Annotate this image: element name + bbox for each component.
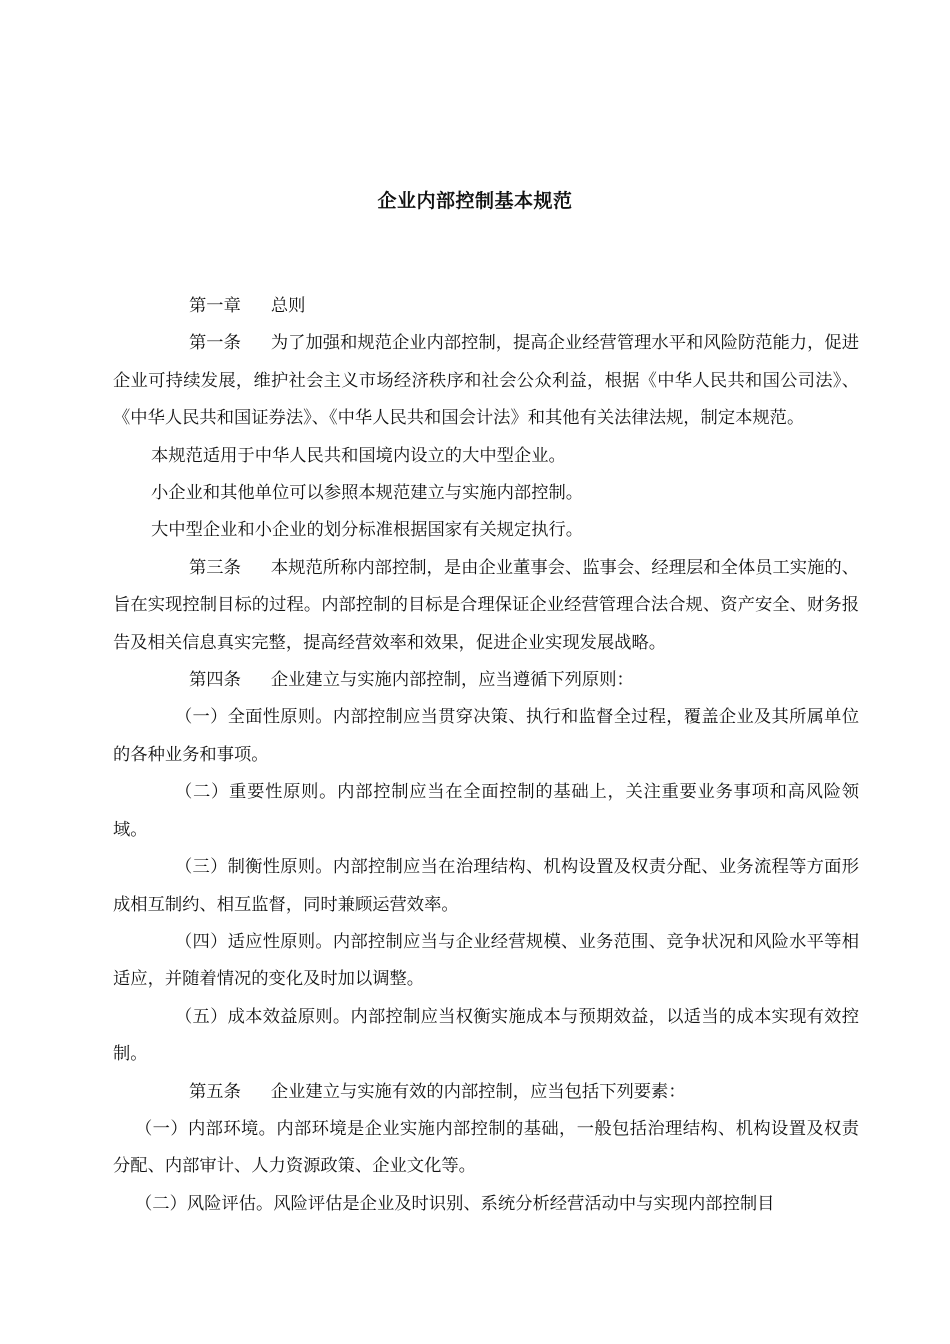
- principle-1: （一）全面性原则。内部控制应当贯穿决策、执行和监督全过程，覆盖企业及其所属单位的各种业务和事项。: [113, 707, 859, 765]
- article-1-text: 为了加强和规范企业内部控制，提高企业经营管理水平和风险防范能力，促进企业可持续发展，维护社会主义市场经济秩序和社会公众利益，根据《中华人民共和国公司法》、《中华人民共和国证券法》、《中华人民共和国会计法》和其他有关法律法规，制定本规范。: [113, 333, 859, 429]
- chapter-label: 第一章: [189, 296, 241, 316]
- element-1: （一）内部环境。内部环境是企业实施内部控制的基础，一般包括治理结构、机构设置及权责分配、内部审计、人力资源政策、企业文化等。: [113, 1118, 859, 1177]
- principle-3: （三）制衡性原则。内部控制应当在治理结构、机构设置及权责分配、业务流程等方面形成相互制约、相互监督，同时兼顾运营效率。: [113, 857, 859, 915]
- article-5-label: 第五条: [189, 1081, 241, 1102]
- chapter-heading: [113, 288, 859, 325]
- scope-paragraph-1: 本规范适用于中华人民共和国境内设立的大中型企业。: [151, 445, 566, 466]
- chapter-text: 总则: [270, 296, 306, 316]
- principle-5: （五）成本效益原则。内部控制应当权衡实施成本与预期效益，以适当的成本实现有效控制。: [113, 1006, 859, 1065]
- scope-paragraph-2: 小企业和其他单位可以参照本规范建立与实施内部控制。: [151, 483, 584, 504]
- article-1-label: 第一条: [189, 333, 241, 354]
- article-4-label: 第四条: [189, 670, 241, 691]
- element-2: （二）风险评估。风险评估是企业及时识别、系统分析经营活动中与实现内部控制目: [135, 1193, 775, 1214]
- article-3-text: 本规范所称内部控制，是由企业董事会、监事会、经理层和全体员工实施的、旨在实现控制目标的过程。内部控制的目标是合理保证企业经营管理合法合规、资产安全、财务报告及相关信息真实完整，提高经营效率和效果，促进企业实现发展战略。: [113, 557, 859, 653]
- article-3-label: 第三条: [189, 557, 241, 578]
- principle-4: （四）适应性原则。内部控制应当与企业经营规模、业务范围、竞争状况和风险水平等相适应，并随着情况的变化及时加以调整。: [113, 931, 859, 990]
- document-body: [113, 288, 859, 1223]
- article-5: [113, 1074, 859, 1111]
- article-5-text: 企业建立与实施有效的内部控制，应当包括下列要素：: [270, 1081, 686, 1102]
- article-3: [113, 550, 859, 662]
- article-1: [113, 325, 859, 437]
- document-title: 企业内部控制基本规范: [377, 190, 573, 212]
- article-4-text: 企业建立与实施内部控制，应当遵循下列原则：: [270, 670, 634, 691]
- scope-paragraph-3: 大中型企业和小企业的划分标准根据国家有关规定执行。: [151, 520, 584, 541]
- article-4: [113, 662, 859, 699]
- principle-2: （二）重要性原则。内部控制应当在全面控制的基础上，关注重要业务事项和高风险领域。: [113, 782, 859, 840]
